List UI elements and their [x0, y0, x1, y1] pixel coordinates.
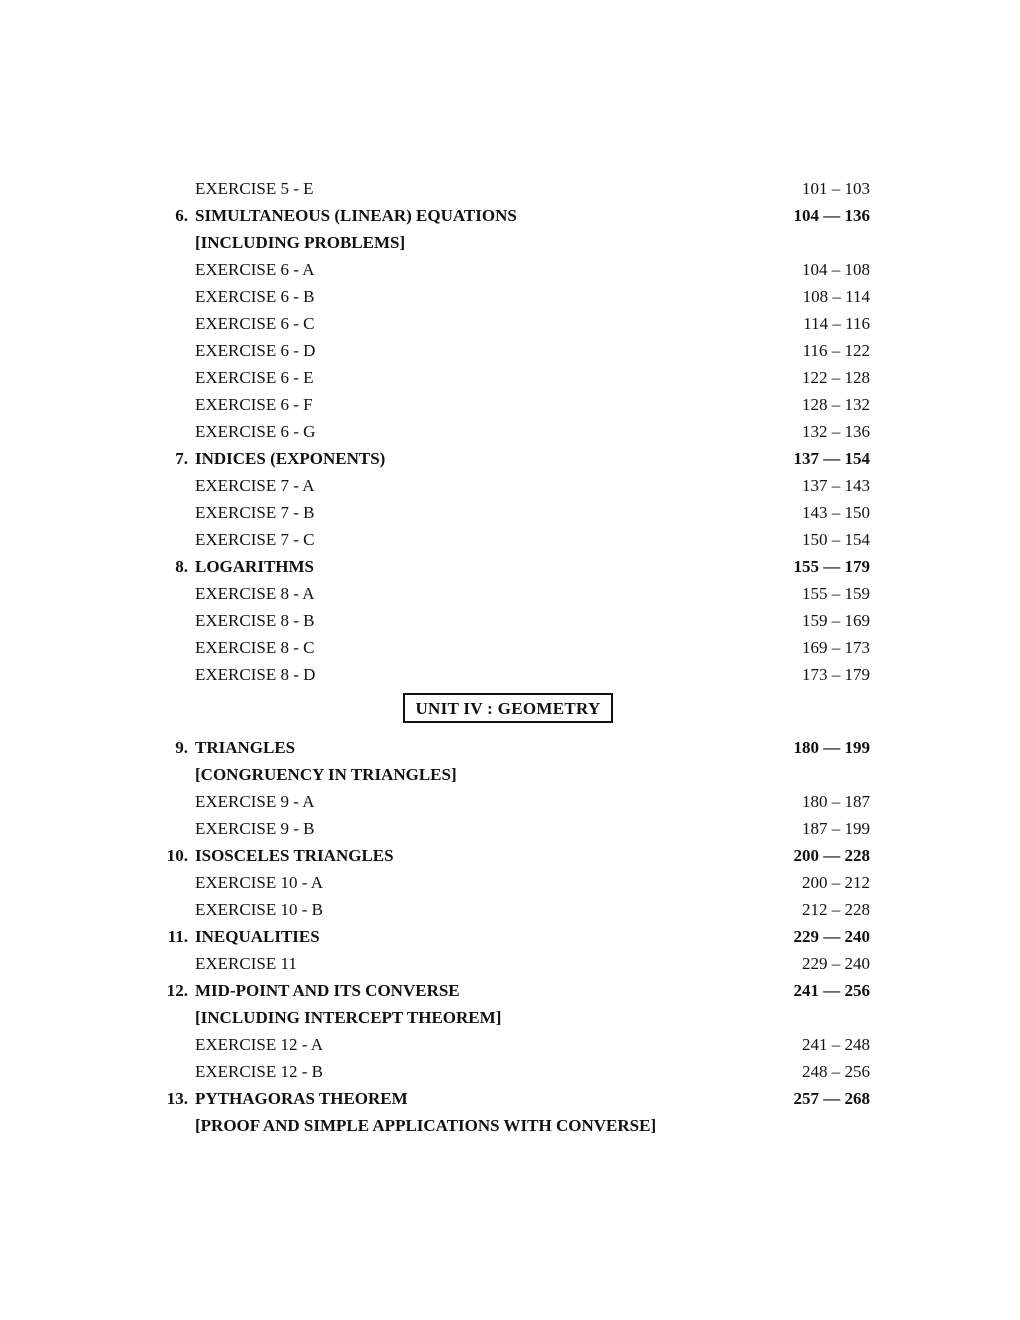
page-range: 132 – 136: [802, 422, 870, 441]
exercise-title: EXERCISE 8 - B: [195, 611, 315, 630]
chapter-number: 12.: [166, 981, 188, 1000]
exercise-title: EXERCISE 10 - A: [195, 873, 323, 892]
page-range: 241 — 256: [793, 981, 870, 1000]
chapter-row: [0, 553, 1020, 580]
page-range: 229 — 240: [793, 927, 870, 946]
chapter-title: INDICES (EXPONENTS): [195, 449, 386, 468]
exercise-row: [0, 472, 1020, 499]
exercise-title: EXERCISE 6 - C: [195, 314, 315, 333]
exercise-title: EXERCISE 5 - E: [195, 179, 314, 198]
chapter-title: ISOSCELES TRIANGLES: [195, 846, 394, 865]
exercise-row: [0, 815, 1020, 842]
exercise-row: [0, 310, 1020, 337]
exercise-title: EXERCISE 11: [195, 954, 297, 973]
page-range: 169 – 173: [802, 638, 870, 657]
chapter-number: 8.: [175, 557, 188, 576]
exercise-row: [0, 1058, 1020, 1085]
chapter-title: MID-POINT AND ITS CONVERSE: [195, 981, 460, 1000]
page-range: 128 – 132: [802, 395, 870, 414]
exercise-row: [0, 364, 1020, 391]
page-range: 248 – 256: [802, 1062, 870, 1081]
exercise-title: EXERCISE 6 - F: [195, 395, 313, 414]
chapter-title: SIMULTANEOUS (LINEAR) EQUATIONS: [195, 206, 517, 225]
chapter-subtitle: [INCLUDING PROBLEMS]: [195, 233, 406, 252]
exercise-row: [0, 526, 1020, 553]
exercise-row: [0, 499, 1020, 526]
chapter-subtitle: [PROOF AND SIMPLE APPLICATIONS WITH CONVERSE]: [195, 1116, 657, 1135]
exercise-row: [0, 337, 1020, 364]
exercise-row: [0, 391, 1020, 418]
chapter-row: [0, 734, 1020, 761]
exercise-title: EXERCISE 10 - B: [195, 900, 323, 919]
page-range: 101 – 103: [802, 179, 870, 198]
page-range: 122 – 128: [802, 368, 870, 387]
exercise-row: [0, 580, 1020, 607]
chapter-row: [0, 445, 1020, 472]
page-range: 212 – 228: [802, 900, 870, 919]
chapter-number: 13.: [166, 1089, 188, 1108]
page-range: 114 – 116: [803, 314, 870, 333]
page-range: 200 — 228: [793, 846, 870, 865]
chapter-row: [0, 923, 1020, 950]
exercise-row: [0, 418, 1020, 445]
page-range: 104 — 136: [793, 206, 870, 225]
chapter-title: LOGARITHMS: [195, 557, 315, 576]
chapter-number: 10.: [166, 846, 188, 865]
chapter-title: TRIANGLES: [195, 738, 296, 757]
exercise-title: EXERCISE 7 - A: [195, 476, 315, 495]
chapter-subtitle: [INCLUDING INTERCEPT THEOREM]: [195, 1008, 502, 1027]
page-range: 143 – 150: [802, 503, 870, 522]
chapter-row: [0, 842, 1020, 869]
chapter-number: 7.: [175, 449, 188, 468]
page-range: 173 – 179: [802, 665, 870, 684]
exercise-row: [0, 175, 1020, 202]
page-range: 180 — 199: [793, 738, 870, 757]
exercise-title: EXERCISE 12 - A: [195, 1035, 323, 1054]
page-range: 187 – 199: [802, 819, 870, 838]
chapter-row: [0, 1085, 1020, 1112]
page-range: 104 – 108: [802, 260, 870, 279]
page-range: 150 – 154: [802, 530, 870, 549]
page-range: 108 – 114: [802, 287, 870, 306]
exercise-title: EXERCISE 9 - B: [195, 819, 315, 838]
exercise-title: EXERCISE 12 - B: [195, 1062, 323, 1081]
exercise-title: EXERCISE 6 - D: [195, 341, 316, 360]
exercise-title: EXERCISE 7 - C: [195, 530, 315, 549]
exercise-title: EXERCISE 7 - B: [195, 503, 315, 522]
page-range: 241 – 248: [802, 1035, 870, 1054]
exercise-row: [0, 950, 1020, 977]
chapter-number: 6.: [175, 206, 188, 225]
page-range: 180 – 187: [802, 792, 870, 811]
exercise-row: [0, 869, 1020, 896]
exercise-row: [0, 256, 1020, 283]
exercise-title: EXERCISE 8 - A: [195, 584, 315, 603]
page-range: 229 – 240: [802, 954, 870, 973]
table-of-contents: [0, 175, 1020, 1139]
exercise-row: [0, 283, 1020, 310]
exercise-row: [0, 634, 1020, 661]
unit-heading: UNIT IV : GEOMETRY: [403, 693, 613, 723]
page-range: 137 – 143: [802, 476, 870, 495]
exercise-title: EXERCISE 9 - A: [195, 792, 315, 811]
exercise-row: [0, 788, 1020, 815]
exercise-title: EXERCISE 6 - A: [195, 260, 315, 279]
chapter-subtitle-row: [0, 1004, 1020, 1031]
exercise-title: EXERCISE 6 - G: [195, 422, 316, 441]
exercise-row: [0, 661, 1020, 688]
exercise-title: EXERCISE 8 - D: [195, 665, 316, 684]
page-range: 159 – 169: [802, 611, 870, 630]
unit-heading-row: [0, 688, 1020, 734]
exercise-row: [0, 607, 1020, 634]
exercise-row: [0, 896, 1020, 923]
chapter-subtitle-row: [0, 761, 1020, 788]
page-range: 257 — 268: [793, 1089, 870, 1108]
exercise-title: EXERCISE 6 - E: [195, 368, 314, 387]
chapter-row: [0, 977, 1020, 1004]
page-range: 137 — 154: [793, 449, 870, 468]
page-range: 200 – 212: [802, 873, 870, 892]
page-range: 155 — 179: [793, 557, 870, 576]
exercise-title: EXERCISE 8 - C: [195, 638, 315, 657]
chapter-row: [0, 202, 1020, 229]
chapter-number: 9.: [175, 738, 188, 757]
exercise-title: EXERCISE 6 - B: [195, 287, 315, 306]
chapter-number: 11.: [167, 927, 188, 946]
chapter-subtitle-row: [0, 1112, 1020, 1139]
chapter-title: PYTHAGORAS THEOREM: [195, 1089, 408, 1108]
chapter-title: INEQUALITIES: [195, 927, 320, 946]
page-range: 155 – 159: [802, 584, 870, 603]
chapter-subtitle-row: [0, 229, 1020, 256]
chapter-subtitle: [CONGRUENCY IN TRIANGLES]: [195, 765, 457, 784]
page-range: 116 – 122: [802, 341, 870, 360]
exercise-row: [0, 1031, 1020, 1058]
